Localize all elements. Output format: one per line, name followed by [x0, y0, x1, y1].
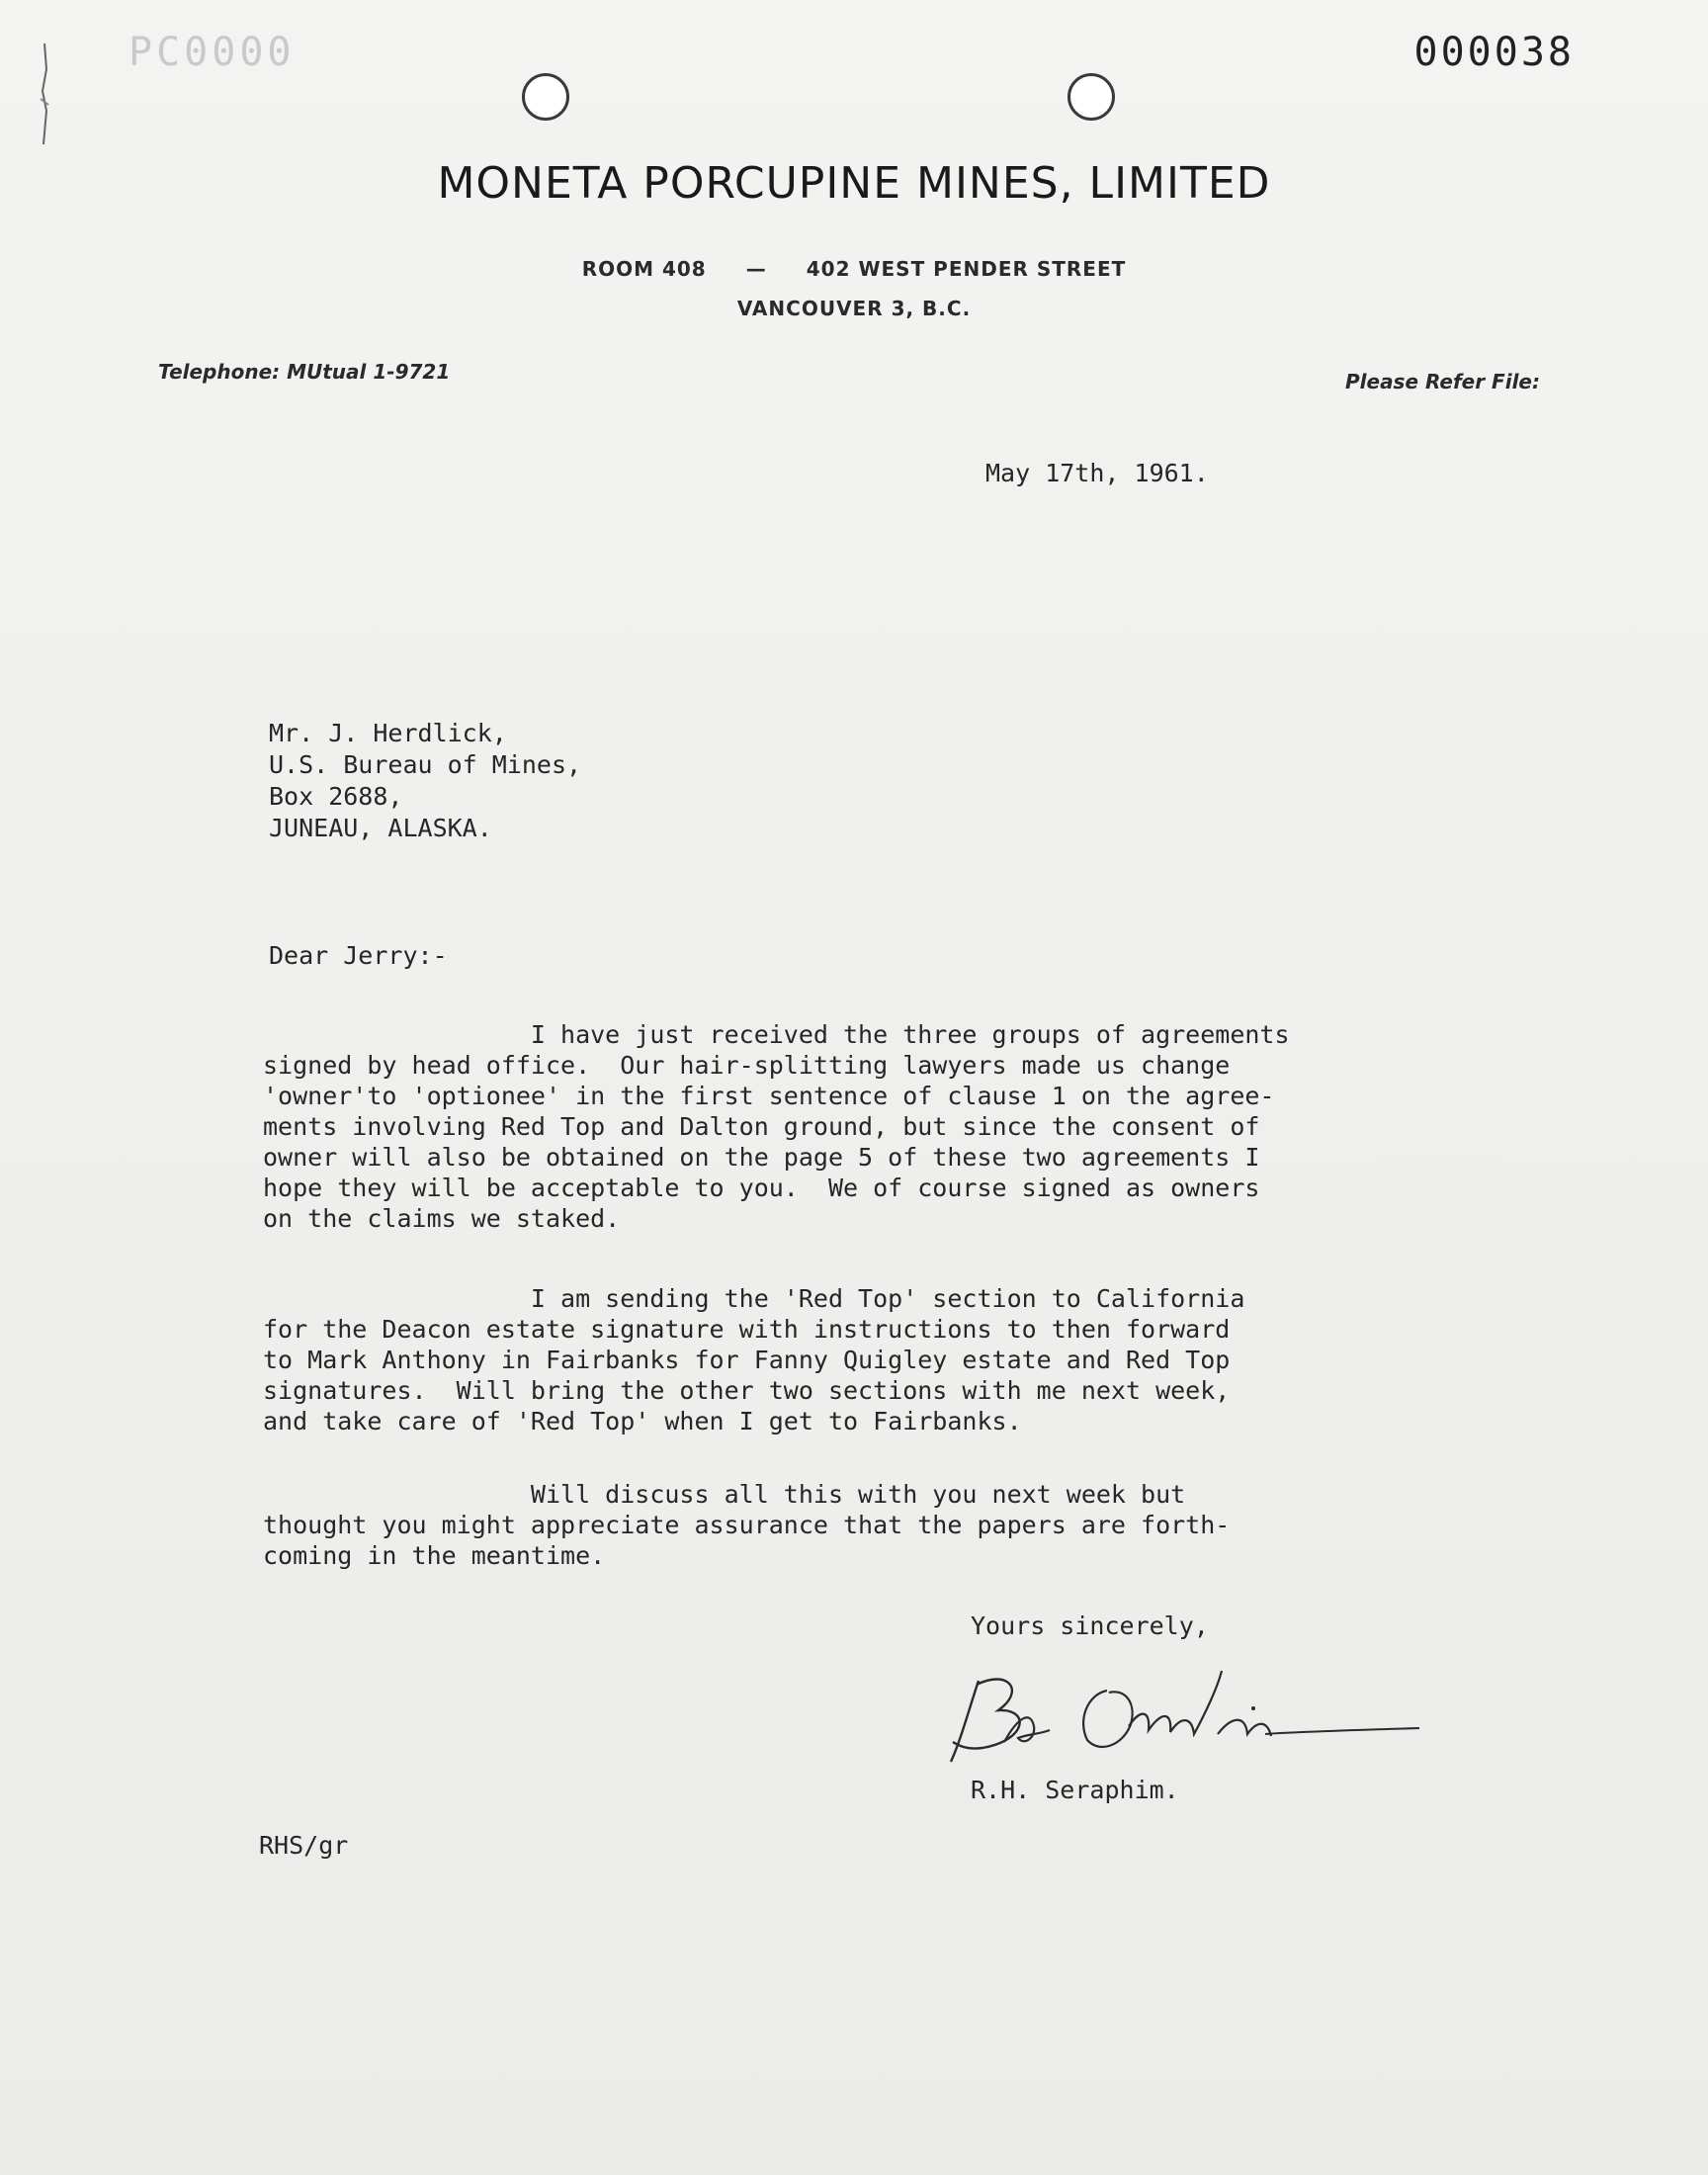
- recipient-address: [269, 718, 581, 844]
- body-line: signatures. Will bring the other two sections with me next week,: [263, 1376, 1231, 1405]
- body-paragraph-2: [263, 1283, 1449, 1436]
- salutation: Dear Jerry:-: [269, 941, 448, 970]
- body-line: and take care of 'Red Top' when I get to Fairbanks.: [263, 1407, 1022, 1436]
- body-line: I have just received the three groups of agreements: [263, 1020, 1290, 1049]
- letter-date: May 17th, 1961.: [985, 459, 1209, 487]
- punch-hole-right-icon: [1068, 73, 1115, 121]
- faint-stamp-number: PC0000: [128, 30, 296, 75]
- handwritten-signature-icon: [939, 1651, 1423, 1770]
- room-number: ROOM 408: [581, 257, 707, 281]
- document-number: 000038: [1413, 30, 1575, 75]
- body-line: ments involving Red Top and Dalton ground, but since the consent of: [263, 1112, 1260, 1141]
- staple-mark-icon: [38, 40, 51, 148]
- telephone-line: Telephone: MUtual 1-9721: [158, 360, 451, 384]
- body-line: coming in the meantime.: [263, 1541, 606, 1570]
- typist-initials: RHS/gr: [259, 1831, 349, 1860]
- street-address: 402 WEST PENDER STREET: [806, 257, 1127, 281]
- recipient-line: JUNEAU, ALASKA.: [269, 814, 492, 842]
- body-line: I am sending the 'Red Top' section to California: [263, 1284, 1245, 1313]
- body-line: owner will also be obtained on the page 5 of these two agreements I: [263, 1143, 1260, 1172]
- closing: Yours sincerely,: [971, 1611, 1209, 1640]
- letterhead-address-line: [0, 257, 1708, 281]
- body-line: for the Deacon estate signature with instructions to then forward: [263, 1315, 1231, 1344]
- recipient-line: Mr. J. Herdlick,: [269, 719, 507, 747]
- refer-file-label: Please Refer File:: [1344, 370, 1540, 393]
- body-line: Will discuss all this with you next week but: [263, 1480, 1186, 1509]
- body-line: hope they will be acceptable to you. We of course signed as owners: [263, 1174, 1260, 1202]
- company-name: MONETA PORCUPINE MINES, LIMITED: [437, 158, 1271, 209]
- body-line: to Mark Anthony in Fairbanks for Fanny Quigley estate and Red Top: [263, 1346, 1231, 1374]
- body-line: thought you might appreciate assurance that the papers are forth-: [263, 1511, 1231, 1539]
- recipient-line: Box 2688,: [269, 782, 403, 811]
- address-separator: —: [745, 257, 767, 281]
- body-line: on the claims we staked.: [263, 1204, 621, 1233]
- punch-hole-left-icon: [522, 73, 569, 121]
- body-line: 'owner'to 'optionee' in the first sentence of clause 1 on the agree-: [263, 1082, 1275, 1110]
- body-paragraph-3: [263, 1479, 1449, 1571]
- signer-name: R.H. Seraphim.: [971, 1776, 1179, 1804]
- city-line: VANCOUVER 3, B.C.: [736, 297, 972, 320]
- recipient-line: U.S. Bureau of Mines,: [269, 750, 582, 779]
- body-paragraph-1: [263, 1019, 1449, 1234]
- body-line: signed by head office. Our hair-splitting lawyers made us change: [263, 1051, 1231, 1080]
